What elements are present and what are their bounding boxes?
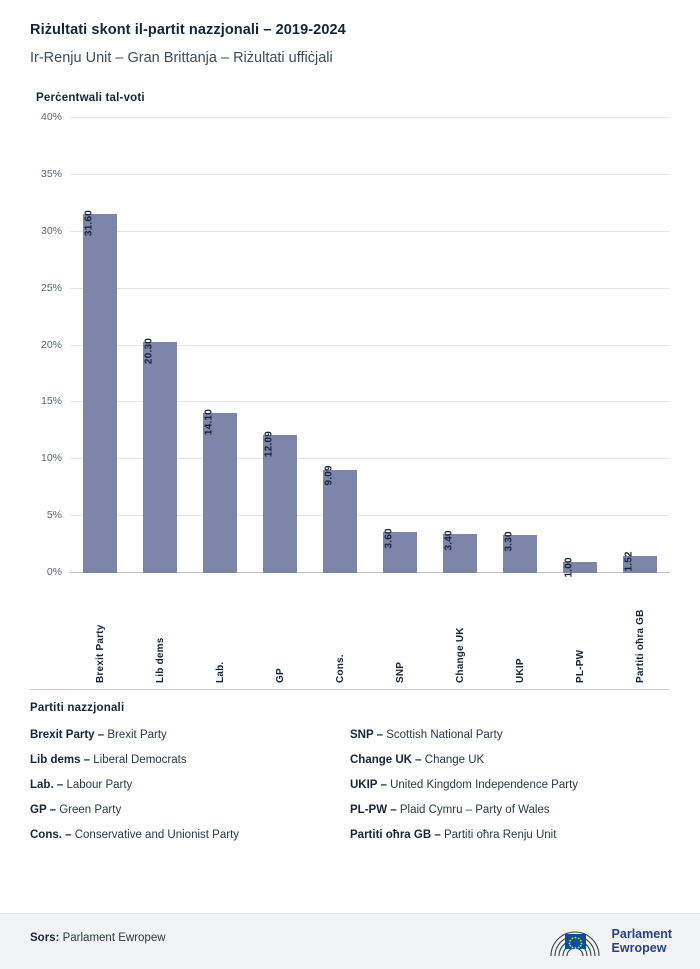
x-label-slot <box>70 573 130 683</box>
y-axis-tick-label: 40% <box>40 111 62 123</box>
chart-container <box>30 92 670 683</box>
legend-item <box>30 828 350 843</box>
bar-group <box>190 118 250 573</box>
legend-item-name: United Kingdom Independence Party <box>390 778 579 791</box>
legend-item <box>350 828 670 843</box>
legend-divider <box>30 689 670 690</box>
bar-value-label: 1.00 <box>563 557 575 578</box>
legend-item-abbr: Change UK – <box>350 753 425 766</box>
chart-plot-area <box>40 111 670 578</box>
y-axis-tick-label: 20% <box>40 338 62 351</box>
legend-item-abbr: GP – <box>30 803 60 816</box>
legend-item <box>350 728 670 743</box>
header <box>0 0 700 66</box>
x-axis-tick-label: Partiti oħra GB <box>634 609 646 683</box>
bar-value-label: 3.60 <box>383 528 395 549</box>
bar-value-label: 9.09 <box>323 465 335 486</box>
x-label-slot <box>250 573 310 683</box>
source-label: Sors: <box>30 932 60 944</box>
x-label-slot <box>430 573 490 683</box>
legend-item-name: Green Party <box>59 803 122 816</box>
y-axis-tick-label: 35% <box>40 167 62 180</box>
chart-axis-title: Perċentwali tal-voti <box>36 92 145 104</box>
page-title: Riżultati skont il-partit nazzjonali – 2019-2024 <box>30 22 346 38</box>
source-value: Parlament Ewropew <box>62 932 166 944</box>
x-label-slot <box>550 573 610 683</box>
x-axis-tick-label: UKIP <box>514 658 526 683</box>
bar-value-label: 3.40 <box>443 530 455 551</box>
x-axis-tick-label: PL-PW <box>574 649 586 683</box>
bar-group <box>310 118 370 573</box>
european-parliament-logo <box>547 922 672 960</box>
brand-text <box>612 927 672 956</box>
legend-item <box>30 753 350 768</box>
bar-value-label: 3.30 <box>503 531 515 552</box>
page-subtitle: Ir-Renju Unit – Gran Brittanja – Riżultati uffiċjali <box>30 50 333 66</box>
y-axis-tick-label: 0% <box>46 566 62 578</box>
bar[interactable] <box>203 413 237 573</box>
bar-group <box>130 118 190 573</box>
bar-group <box>550 118 610 578</box>
legend-item-name: Liberal Democrats <box>93 753 187 766</box>
legend-item-name: Partiti oħra Renju Unit <box>443 828 557 841</box>
x-axis-tick-label: Cons. <box>334 654 346 683</box>
legend-item-abbr: Partiti oħra GB – <box>350 828 444 841</box>
legend-item <box>30 728 350 743</box>
bar-group <box>370 118 430 573</box>
x-label-slot <box>130 573 190 683</box>
x-axis-tick-label: Lib dems <box>154 637 166 683</box>
brand-line-2: Ewropew <box>611 941 667 955</box>
bar[interactable] <box>143 342 177 573</box>
x-label-slot <box>310 573 370 683</box>
legend-item <box>350 753 670 768</box>
bar-value-label: 1.52 <box>623 551 635 572</box>
legend-item-abbr: UKIP – <box>350 778 391 791</box>
x-label-slot <box>190 573 250 683</box>
legend-item-abbr: SNP – <box>350 729 387 741</box>
source-note <box>30 932 166 944</box>
bar-group <box>610 118 670 573</box>
bar-value-label: 12.09 <box>263 431 275 458</box>
x-axis-tick-label: Brexit Party <box>94 624 106 683</box>
legend-item <box>30 778 350 793</box>
hemicycle-svg <box>547 922 603 960</box>
legend-item-abbr: Lib dems – <box>30 753 94 766</box>
bar-group <box>250 118 310 573</box>
y-axis-tick-label: 30% <box>40 224 62 237</box>
bar-group <box>70 118 130 573</box>
bar-value-label: 20.30 <box>143 338 155 365</box>
bar-value-label: 14.10 <box>203 408 215 435</box>
legend-item-name: Conservative and Unionist Party <box>74 828 240 841</box>
legend-item <box>350 778 670 793</box>
y-axis-tick-label: 25% <box>40 281 62 294</box>
legend-item-name: Scottish National Party <box>386 729 503 741</box>
legend-item-abbr: Cons. – <box>30 828 75 841</box>
legend-item-name: Change UK <box>424 753 485 766</box>
footer <box>0 913 700 969</box>
x-axis-tick-label: GP <box>274 668 286 683</box>
legend-item <box>30 803 350 818</box>
bar-group <box>430 118 490 573</box>
x-axis-tick-label: Lab. <box>214 661 226 683</box>
legend-item-abbr: Lab. – <box>30 778 67 791</box>
x-label-slot <box>490 573 550 683</box>
x-axis-tick-label: SNP <box>394 661 406 683</box>
legend-grid <box>30 728 670 843</box>
bar-value-label: 31.60 <box>83 209 95 236</box>
legend-item-name: Plaid Cymru – Party of Wales <box>399 803 550 816</box>
legend-item-name: Brexit Party <box>107 729 167 741</box>
chart-x-axis-labels <box>70 573 670 683</box>
brand-line-1: Parlament <box>611 926 672 941</box>
legend-item-name: Labour Party <box>66 778 133 791</box>
chart-bars <box>70 118 670 578</box>
bar[interactable] <box>83 214 117 573</box>
y-axis-tick-label: 5% <box>46 509 62 522</box>
legend-item <box>350 803 670 818</box>
y-axis-tick-label: 15% <box>40 395 62 408</box>
legend-title: Partiti nazzjonali <box>30 702 125 714</box>
legend-item-abbr: Brexit Party – <box>30 729 108 741</box>
hemicycle-icon <box>547 922 603 960</box>
x-label-slot <box>370 573 430 683</box>
y-axis-tick-label: 10% <box>40 452 62 465</box>
legend-item-abbr: PL-PW – <box>350 803 400 816</box>
bar-group <box>490 118 550 573</box>
x-label-slot <box>610 573 670 683</box>
x-axis-tick-label: Change UK <box>454 627 466 683</box>
